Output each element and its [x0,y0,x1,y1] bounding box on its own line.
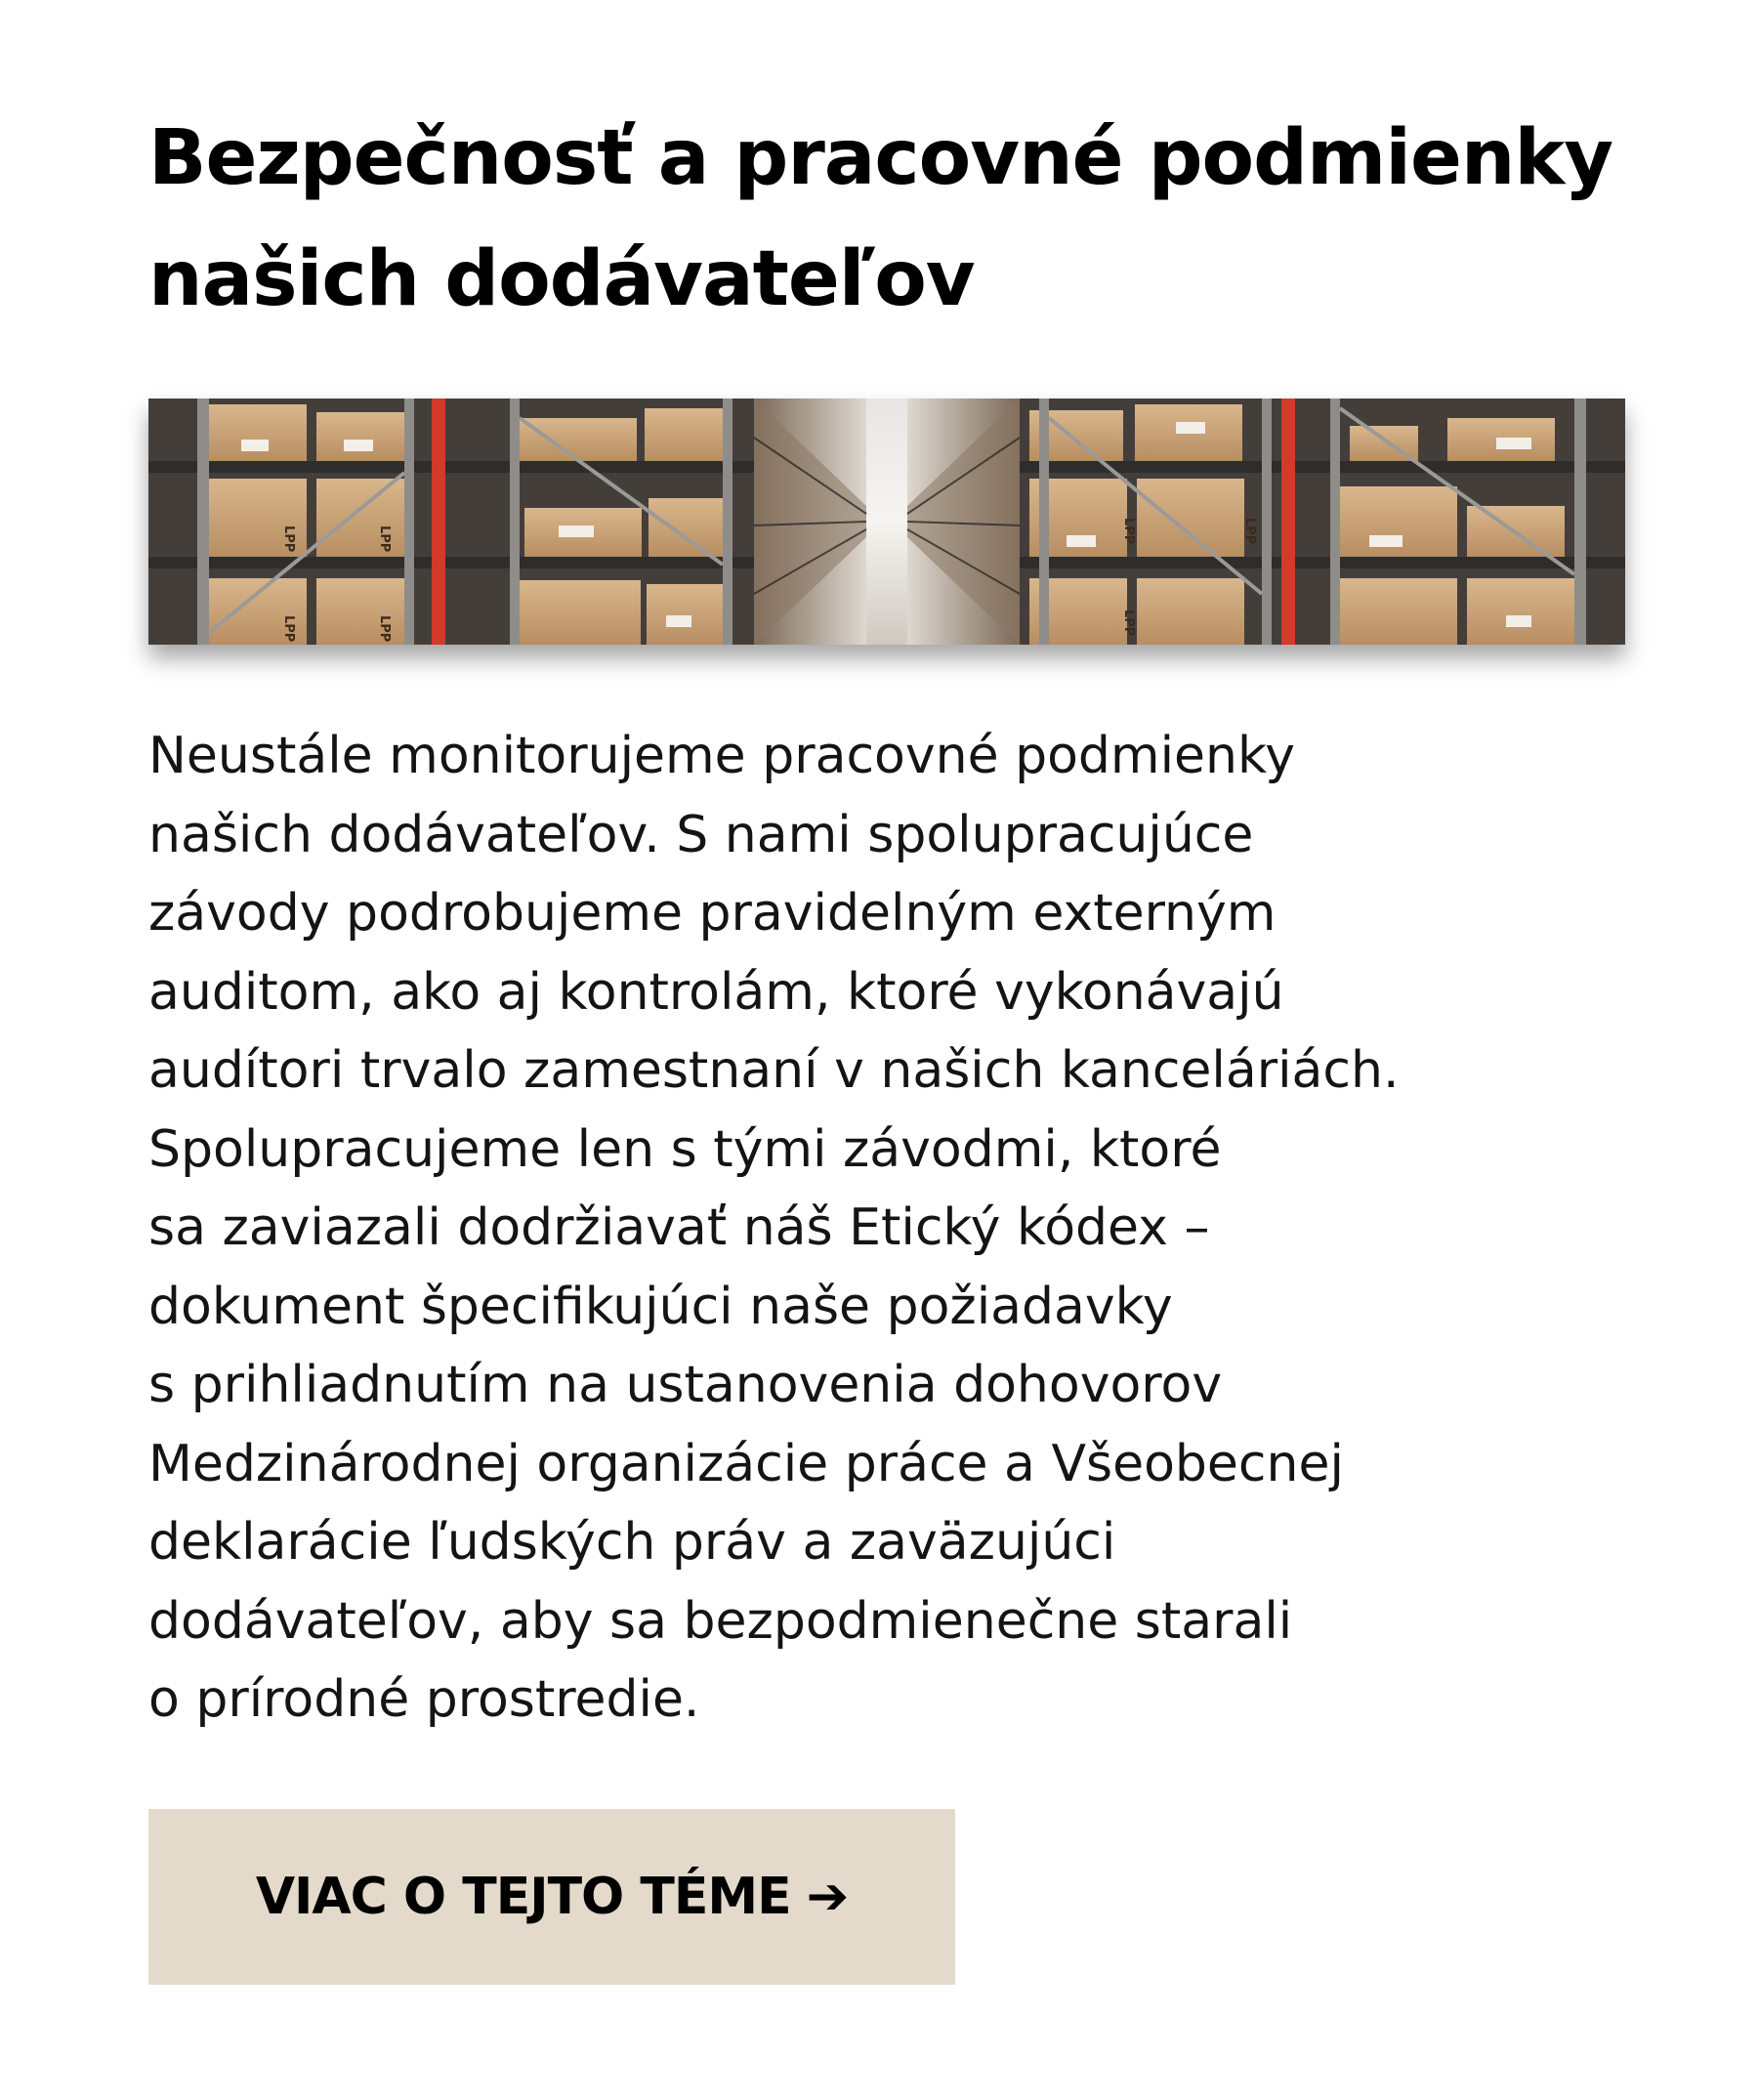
box-label: LPP [377,525,392,553]
left-shelving [148,399,754,645]
box-label: LPP [1121,518,1136,545]
warehouse-illustration [148,399,1625,645]
button-label: VIAC O TEJTO TÉME [255,1868,791,1926]
more-on-topic-button[interactable] [148,1809,955,1985]
section-title: Bezpečnosť a pracovné podmienky našich dodávateľov [148,114,1613,323]
right-shelving [1020,399,1625,645]
warehouse-image [148,399,1625,645]
box-label: LPP [1121,609,1136,637]
box-label: LPP [281,525,296,553]
arrow-right-icon: ➔ [806,1868,849,1926]
box-label: LPP [281,615,296,643]
box-label: LPP [1242,518,1257,545]
section-description: Neustále monitorujeme pracovné podmienky našich dodávateľov. S nami spolupracujúce závody podrobujeme pravidelným externým auditom, ako aj kontrolám, ktoré vykonávajú audítori trvalo zamestnaní v našich kanceláriách. Spolupracujeme len s tými závodmi, ktoré sa zaviazali dodržiavať náš Etický kódex – dokument špecifikujúci naše požiadavky s prihliadnutím na ustanovenia dohovorov Medzinárodnej organizácie práce a Všeobecnej deklarácie ľudských práv a zaväzujúci dodávateľov, aby sa bezpodmienečne starali o prírodné prostredie. [148,727,1400,1729]
box-label: LPP [377,615,392,643]
